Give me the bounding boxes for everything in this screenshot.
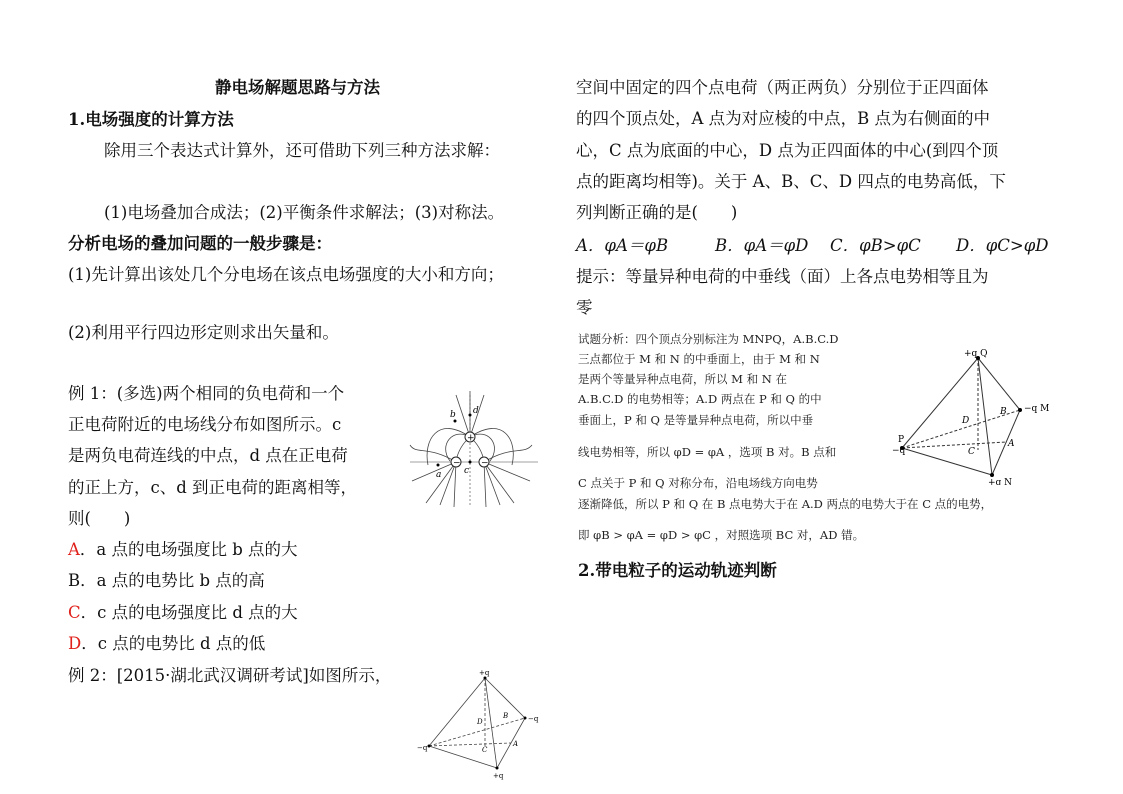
- point-b-label: B: [503, 712, 509, 720]
- problem-line: 点的距离均相等)。关于 A、B、C、D 四点的电势高低，下: [576, 172, 1006, 191]
- methods-text: (1)电场叠加合成法；(2)平衡条件求解法；(3)对称法。: [104, 203, 505, 222]
- field-lines-figure: [408, 385, 543, 510]
- option-c: [68, 602, 298, 624]
- option-expression: φA＝φD: [743, 236, 809, 255]
- point-c-label: c: [464, 466, 470, 476]
- option-letter: D．: [956, 236, 986, 255]
- positive-charge-label: +: [467, 433, 475, 444]
- analysis-line: 试题分析：四个顶点分别标注为 MNPQ，A.B.C.D: [578, 332, 839, 346]
- vertex-label-q: +q Q: [964, 349, 988, 359]
- analysis-line: 线电势相等，所以 φD = φA ，选项 B 对。B 点和: [578, 445, 837, 459]
- step-1: (1)先计算出该处几个分电场在该点电场强度的大小和方向；: [68, 265, 504, 284]
- vertex-label-n: +q N: [988, 478, 1013, 485]
- answer-option-c: [830, 235, 921, 257]
- tetrahedron-figure-small: [415, 668, 550, 780]
- point-a-label: A: [1008, 439, 1015, 449]
- option-text: ．c 点的电势比 d 点的低: [81, 634, 266, 653]
- example-1-line: 例 1：(多选)两个相同的负电荷和一个: [68, 384, 345, 403]
- negative-charge-label: −: [453, 458, 461, 469]
- option-letter: A．: [576, 236, 605, 255]
- option-letter: C．: [830, 236, 860, 255]
- vertex-label-left: −q: [417, 744, 428, 752]
- analysis-line: 逐渐降低，所以 P 和 Q 在 B 点电势大于在 A.D 两点的电势大于在 C 点的电势，: [578, 497, 993, 511]
- hint-line: 提示：等量异种电荷的中垂线（面）上各点电势相等且为: [576, 267, 989, 286]
- option-d: [68, 633, 265, 655]
- point-d-label: d: [473, 406, 479, 416]
- vertex-label-p-charge: −q: [892, 446, 906, 456]
- analysis-line: 是两个等量异种点电荷，所以 M 和 N 在: [578, 372, 787, 386]
- point-c-label: C: [482, 746, 488, 754]
- option-letter: B: [68, 571, 81, 590]
- problem-line: 空间中固定的四个点电荷（两正两负）分别位于正四面体: [576, 78, 989, 97]
- option-expression: φC>φD: [985, 236, 1049, 255]
- section-heading-1: 1.电场强度的计算方法: [68, 110, 234, 129]
- option-letter: A: [68, 540, 80, 559]
- problem-line: 心，C 点为底面的中心，D 点为正四面体的中心(到四个顶: [576, 141, 999, 160]
- example-1-line: 正电荷附近的电场线分布如图所示。c: [68, 415, 342, 434]
- analysis-line: 垂面上，P 和 Q 是等量异种点电荷，所以中垂: [578, 413, 814, 427]
- example-1-line: 是两负电荷连线的中点，d 点在正电荷: [68, 446, 348, 465]
- answer-option-d: [956, 235, 1049, 257]
- step-2: (2)利用平行四边形定则求出矢量和。: [68, 323, 339, 342]
- hint-line: 零: [576, 298, 593, 317]
- steps-heading: 分析电场的叠加问题的一般步骤是：: [68, 234, 332, 253]
- analysis-line: 三点都位于 M 和 N 的中垂面上，由于 M 和 N: [578, 352, 820, 366]
- analysis-line: A.B.C.D 的电势相等；A.D 两点在 P 和 Q 的中: [578, 392, 822, 406]
- vertex-label-right: −q: [528, 715, 539, 723]
- option-text: ．c 点的电场强度比 d 点的大: [80, 603, 298, 622]
- answer-option-a: [576, 235, 668, 257]
- page-title: 静电场解题思路与方法: [215, 78, 380, 97]
- tetrahedron-figure-large: [888, 340, 1058, 485]
- point-d-label: D: [962, 416, 970, 426]
- section-heading-2: 2.带电粒子的运动轨迹判断: [578, 561, 777, 580]
- example-2-line: 例 2：[2015·湖北武汉调研考试]如图所示，: [68, 666, 392, 685]
- point-a-label: a: [436, 470, 442, 480]
- point-a-label: A: [513, 740, 519, 748]
- option-expression: φB>φC: [859, 236, 921, 255]
- option-letter: D: [68, 634, 82, 653]
- vertex-label-top: +q: [479, 669, 490, 677]
- point-c-label: C: [968, 447, 975, 457]
- example-1-line: 的正上方，c、d 到正电荷的距离相等，: [68, 478, 358, 497]
- intro-text: 除用三个表达式计算外，还可借助下列三种方法求解：: [104, 141, 500, 160]
- option-letter: B．: [715, 236, 744, 255]
- vertex-label-bottom: +q: [493, 772, 504, 780]
- option-b: [68, 570, 265, 592]
- example-1-line: 则( ): [68, 509, 131, 528]
- option-a: [68, 539, 298, 561]
- vertex-label-p: P: [898, 435, 905, 445]
- point-d-label: D: [477, 718, 483, 726]
- analysis-line: C 点关于 P 和 Q 对称分布，沿电场线方向电势: [578, 476, 818, 490]
- option-expression: φA＝φB: [604, 236, 669, 255]
- point-b-label: B: [1000, 407, 1007, 417]
- problem-line: 的四个顶点处，A 点为对应棱的中点，B 点为右侧面的中: [576, 109, 991, 128]
- analysis-line: 即 φB > φA = φD > φC ，对照选项 BC 对，AD 错。: [578, 528, 865, 542]
- problem-line: 列判断正确的是( ): [576, 203, 738, 222]
- option-text: ．a 点的电势比 b 点的高: [80, 571, 265, 590]
- answer-option-b: [715, 235, 808, 257]
- option-text: ．a 点的电场强度比 b 点的大: [79, 540, 298, 559]
- negative-charge-label: −: [481, 458, 489, 469]
- vertex-label-m: −q M: [1024, 404, 1050, 414]
- option-letter: C: [68, 603, 81, 622]
- point-b-label: b: [450, 410, 456, 420]
